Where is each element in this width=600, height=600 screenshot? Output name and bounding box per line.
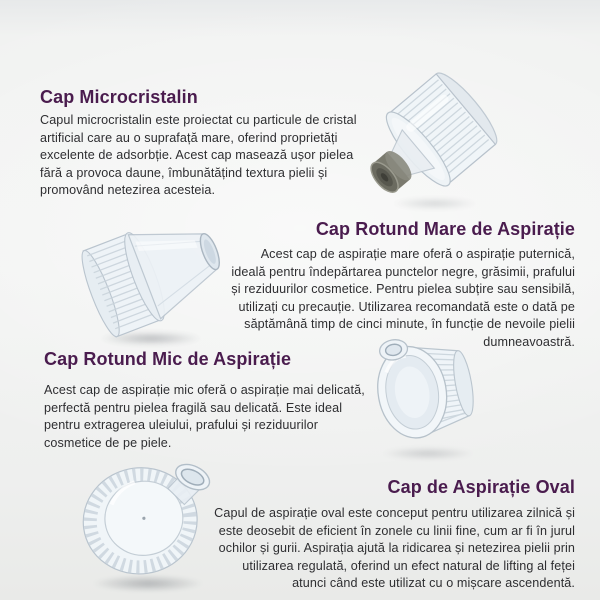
section-title: Cap de Aspirație Oval [387,477,575,497]
section-title: Cap Rotund Mare de Aspirație [315,219,575,239]
section-oval [208,476,575,593]
microcrystalline-head-icon [353,70,505,210]
large-round-suction-head-icon [86,214,228,332]
large-round-suction-head-image [86,214,228,332]
section-microcrystalline [40,86,372,200]
oval-suction-head-image [70,458,222,580]
section-body: Capul microcristalin este proiectat cu particule de cristal artificial care au o suprafață mare, oferind proprietăți excelente de adsorbție. Acest cap masează ușor pielea fără a provoca daune, îmbunătățind textura pielii și promovând netezirea acesteia. [40,113,357,197]
section-large-round [228,218,575,351]
section-body: Capul de aspirație oval este conceput pentru utilizarea zilnică și este deosebit de eficient în zonele cu linii fine, cum ar fi în jurul ochilor și gurii. Aspirația ajută la ridicarea și netezirea pielii prin utilizarea regulată, oferind un efect natural de lifting al feței atunci când este utilizat cu o mișcare ascendentă. [214,506,575,590]
section-title: Cap Microcristalin [40,87,198,107]
microcrystalline-head-image [353,70,505,210]
section-title: Cap Rotund Mic de Aspirație [44,349,292,369]
section-body: Acest cap de aspirație mare oferă o aspirație puternică, ideală pentru îndepărtarea punctelor negre, grăsimii, prafului și reziduurilor cosmetice. Pentru pielea subțire sau sensibilă, utilizați cu precauție. Utilizarea recomandată este o dată pe săptămână timp de cinci minute, în funcție de nevoile pielii dumneavoastră. [231,247,575,349]
section-small-round [44,348,368,452]
oval-suction-head-icon [70,458,222,580]
section-body: Acest cap de aspirație mic oferă o aspirație mai delicată, perfectă pentru pielea fragilă sau delicată. Este ideal pentru extragerea uleiului, prafului și reziduurilor cosmetice de pe piele. [44,383,365,450]
